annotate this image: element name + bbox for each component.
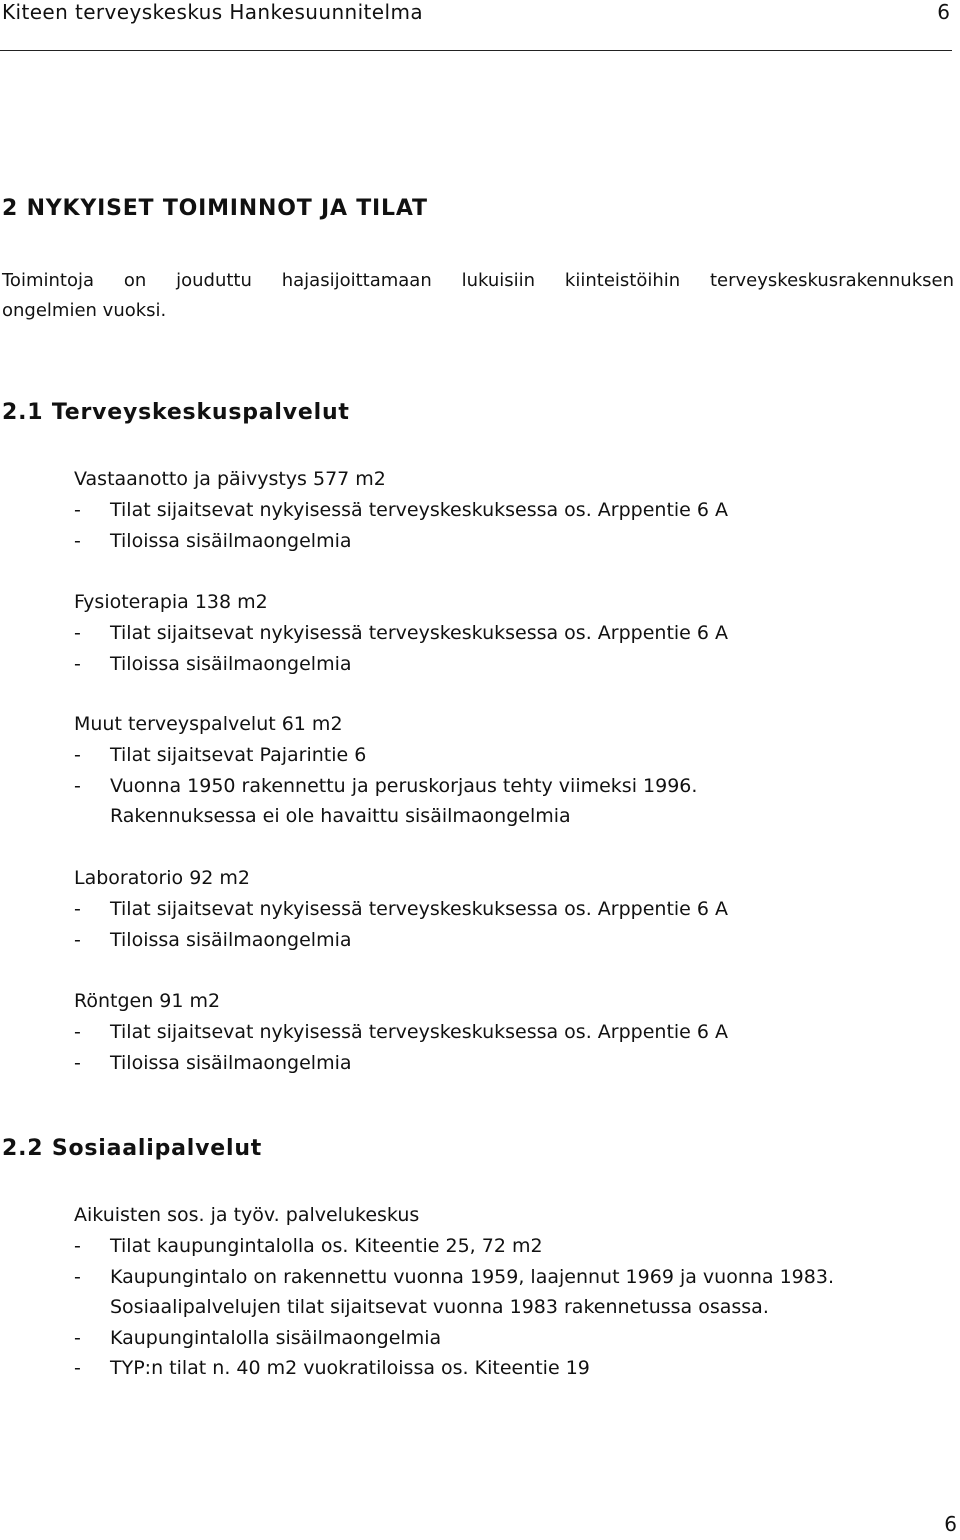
bullet-dash: - <box>74 622 81 644</box>
header-page-number: 6 <box>937 0 950 24</box>
bullet-dash: - <box>74 1326 81 1349</box>
list-item-text: Kaupungintalo on rakennettu vuonna 1959, laajennut 1969 ja vuonna 1983. <box>110 1265 834 1288</box>
bullet-dash: - <box>74 774 81 797</box>
bullet-dash: - <box>74 1235 81 1257</box>
list-item <box>74 740 960 771</box>
bullet-dash: - <box>74 1265 81 1288</box>
list-item-text: Tiloissa sisäilmaongelmia <box>110 529 352 552</box>
bullet-dash: - <box>74 744 81 766</box>
intro-word: kiinteistöihin <box>564 270 681 291</box>
list-item <box>74 894 960 925</box>
list-item <box>74 526 960 557</box>
list-item <box>74 925 960 956</box>
list-item-text: Tilat sijaitsevat nykyisessä terveyskeskuksessa os. Arppentie 6 A <box>110 499 729 521</box>
intro-word: jouduttu <box>176 270 252 291</box>
page-header <box>0 0 952 51</box>
list-item-text: Tilat sijaitsevat nykyisessä terveyskeskuksessa os. Arppentie 6 A <box>110 622 729 644</box>
service-group-laboratorio <box>74 863 960 955</box>
service-group-aikuisten <box>74 1200 960 1384</box>
list-item <box>74 1017 960 1048</box>
list-item-text: Vuonna 1950 rakennettu ja peruskorjaus tehty viimeksi 1996. <box>110 774 698 797</box>
intro-line-1 <box>2 266 954 296</box>
list-item <box>74 495 960 526</box>
intro-paragraph <box>2 266 954 326</box>
service-group-fysioterapia <box>74 587 960 679</box>
group-title: Vastaanotto ja päivystys 577 m2 <box>74 468 386 490</box>
intro-line-2: ongelmien vuoksi. <box>2 300 167 321</box>
list-item <box>74 1231 960 1262</box>
list-item-text: Tiloissa sisäilmaongelmia <box>110 652 352 675</box>
bullet-dash: - <box>74 1021 81 1043</box>
list-item-text: Tilat kaupungintalolla os. Kiteentie 25, 72 m2 <box>110 1235 543 1257</box>
list-item <box>74 771 960 802</box>
list-item-text: Tiloissa sisäilmaongelmia <box>110 928 352 951</box>
bullet-dash: - <box>74 499 81 521</box>
bullet-dash: - <box>74 529 81 552</box>
intro-word: on <box>123 270 147 291</box>
group-title: Aikuisten sos. ja työv. palvelukeskus <box>74 1204 420 1226</box>
intro-word: lukuisiin <box>461 270 536 291</box>
intro-word: terveyskeskusrakennuksen <box>710 270 954 291</box>
list-item-text: Tilat sijaitsevat Pajarintie 6 <box>110 744 367 766</box>
list-item-text: Tiloissa sisäilmaongelmia <box>110 1051 352 1074</box>
group-title: Muut terveyspalvelut 61 m2 <box>74 713 343 735</box>
list-item-text: Tilat sijaitsevat nykyisessä terveyskeskuksessa os. Arppentie 6 A <box>110 1021 729 1043</box>
service-group-muut <box>74 709 960 832</box>
list-item-text: Sosiaalipalvelujen tilat sijaitsevat vuonna 1983 rakennetussa osassa. <box>110 1296 769 1318</box>
list-item-text: Rakennuksessa ei ole havaittu sisäilmaongelmia <box>110 805 571 827</box>
group-title: Laboratorio 92 m2 <box>74 867 251 889</box>
section-heading-2-1: 2.1 Terveyskeskuspalvelut <box>2 400 350 425</box>
intro-word: Toimintoja <box>2 270 94 291</box>
bullet-dash: - <box>74 1051 81 1074</box>
list-item <box>74 618 960 649</box>
section-heading-2: 2 NYKYISET TOIMINNOT JA TILAT <box>2 196 428 221</box>
list-item <box>74 1048 960 1079</box>
group-title: Röntgen 91 m2 <box>74 990 221 1012</box>
bullet-dash: - <box>74 928 81 951</box>
bullet-dash: - <box>74 1357 81 1379</box>
list-item-text: TYP:n tilat n. 40 m2 vuokratiloissa os. Kiteentie 19 <box>110 1357 590 1379</box>
bullet-dash: - <box>74 898 81 920</box>
section-heading-2-2: 2.2 Sosiaalipalvelut <box>2 1136 263 1161</box>
footer-page-number: 6 <box>944 1512 957 1536</box>
list-item <box>74 1323 960 1354</box>
service-group-rontgen <box>74 986 960 1078</box>
list-item-continuation <box>74 1292 960 1323</box>
group-title: Fysioterapia 138 m2 <box>74 591 268 613</box>
document-title: Kiteen terveyskeskus Hankesuunnitelma <box>2 0 424 24</box>
list-item-text: Tilat sijaitsevat nykyisessä terveyskeskuksessa os. Arppentie 6 A <box>110 898 729 920</box>
bullet-dash: - <box>74 652 81 675</box>
list-item <box>74 1353 960 1384</box>
list-item-text: Kaupungintalolla sisäilmaongelmia <box>110 1326 442 1349</box>
intro-word: hajasijoittamaan <box>281 270 432 291</box>
list-item <box>74 649 960 680</box>
list-item-continuation <box>74 801 960 832</box>
list-item <box>74 1262 960 1293</box>
service-group-vastaanotto <box>74 464 960 556</box>
